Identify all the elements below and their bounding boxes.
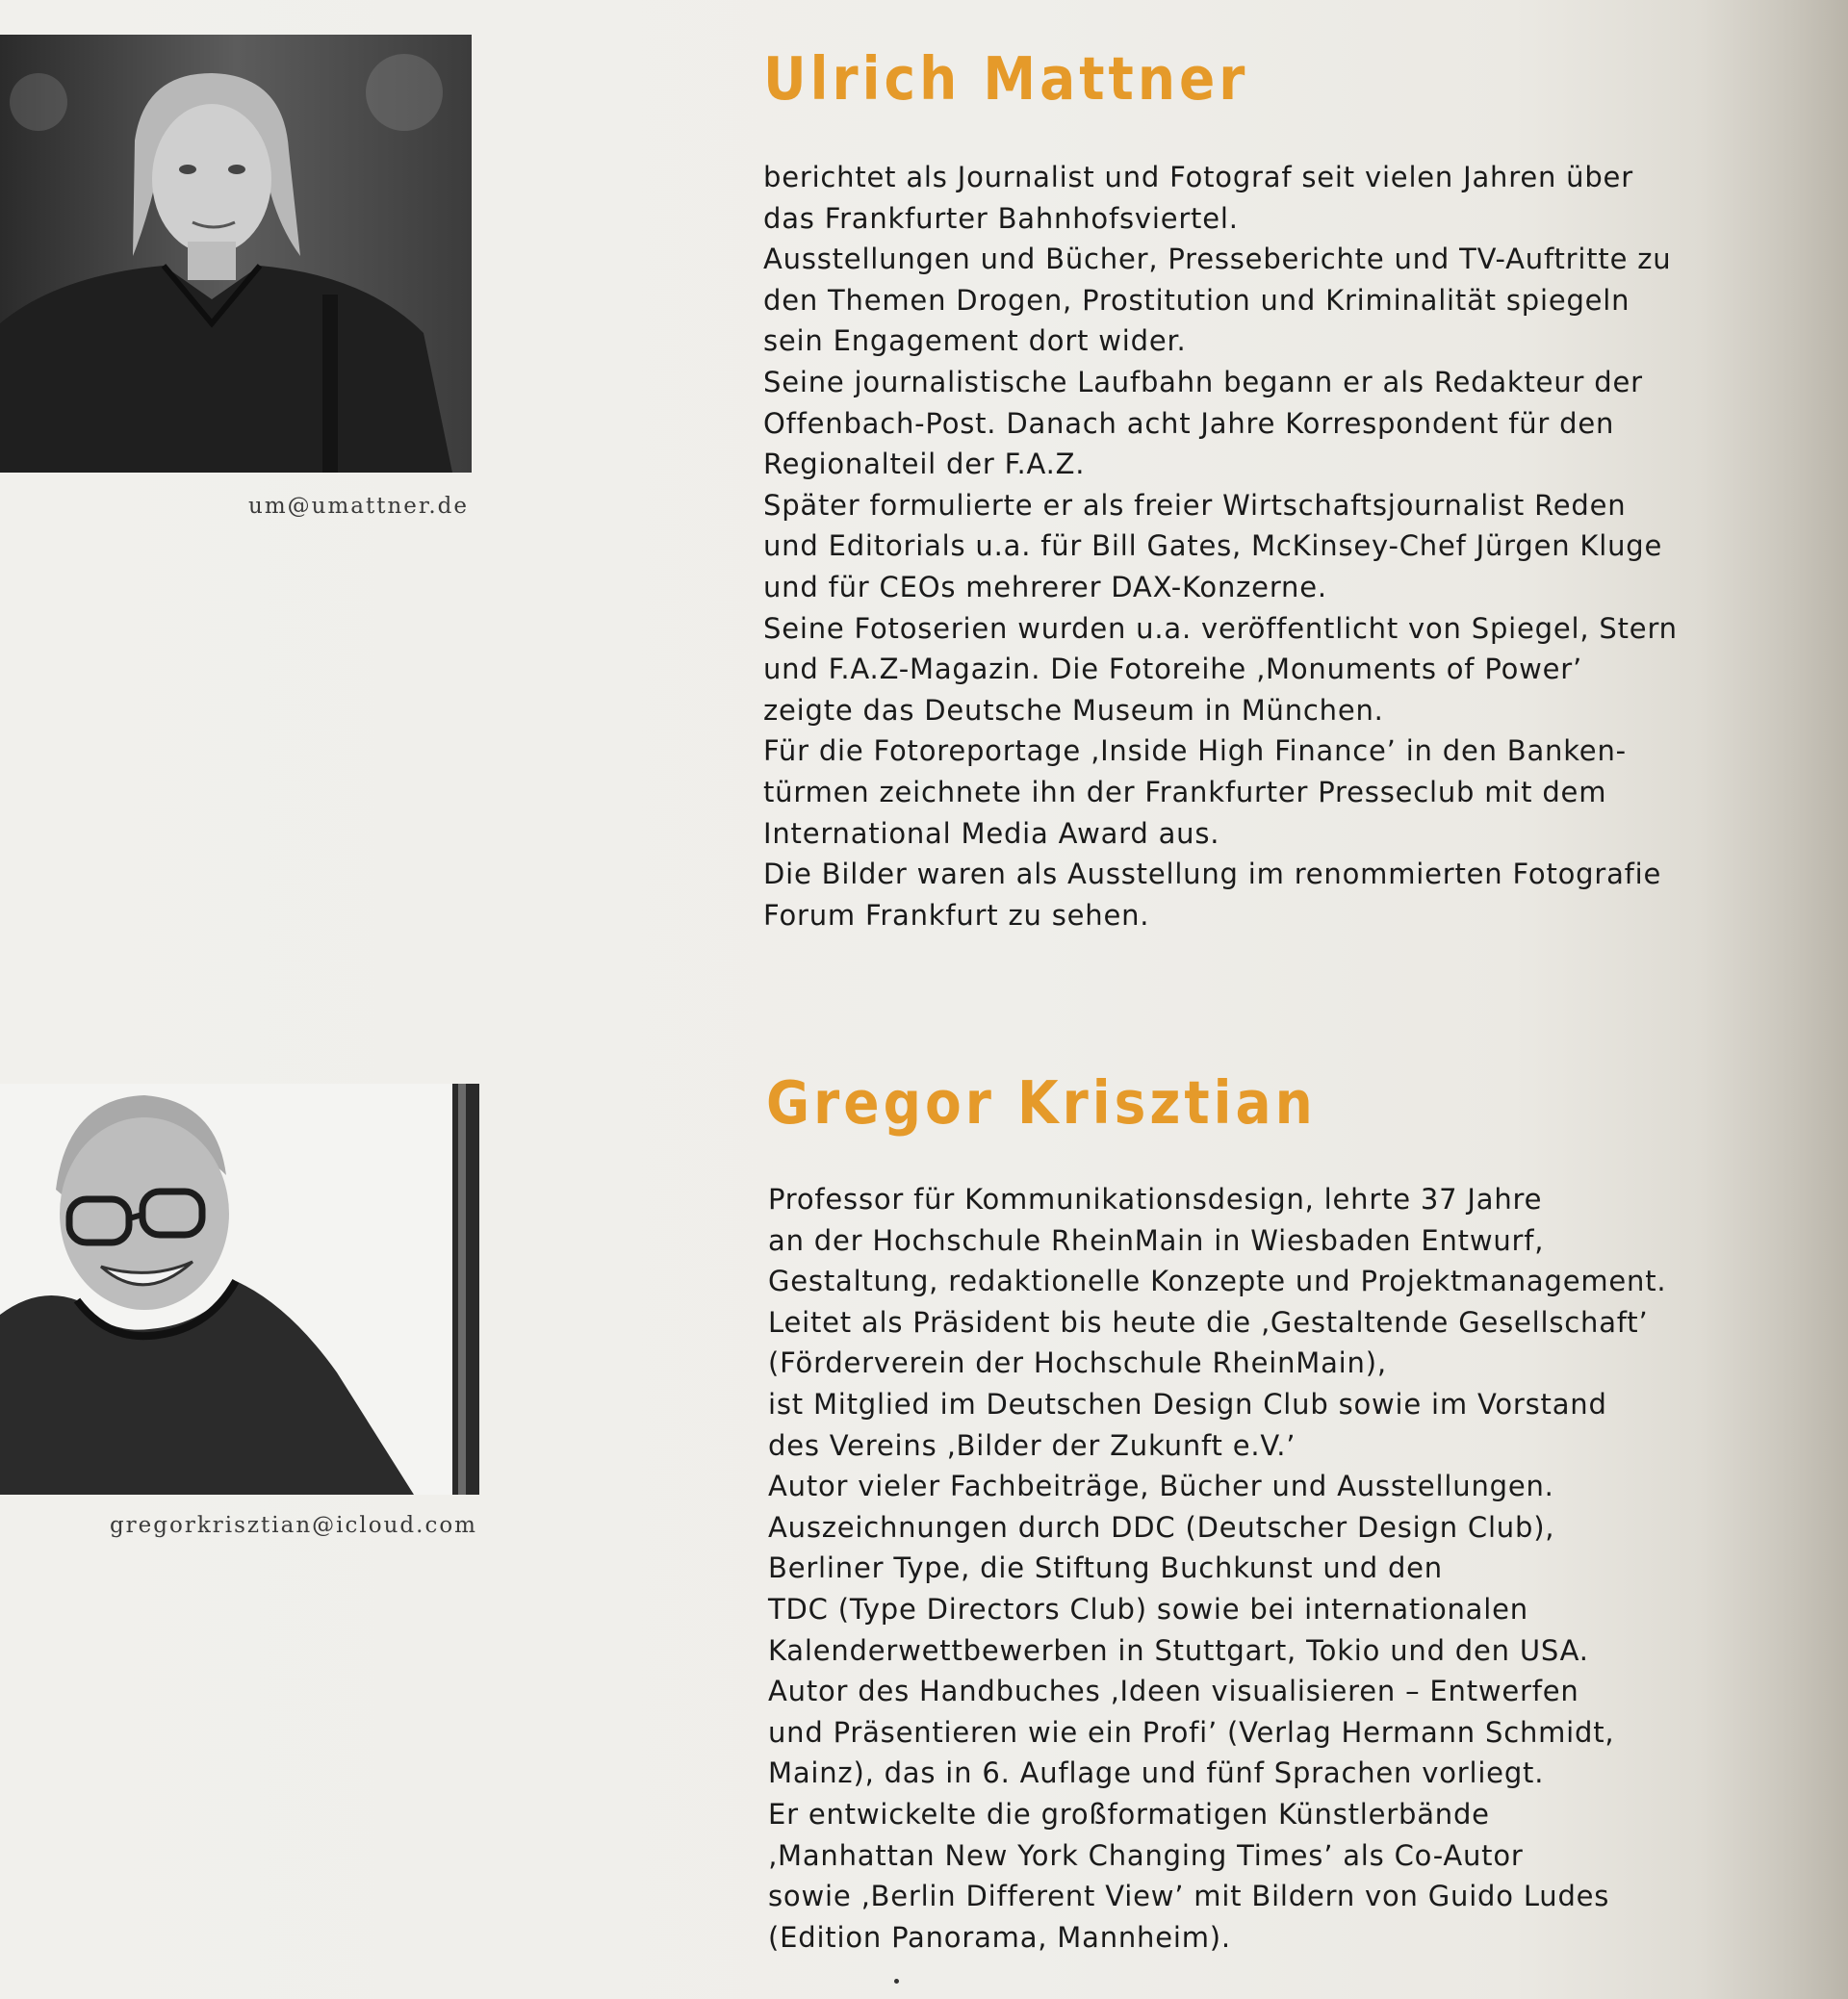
bio-line: und F.A.Z-Magazin. Die Fotoreihe ‚Monuments of Power’ [763,653,1583,686]
bio-line: TDC (Type Directors Club) sowie bei internationalen [768,1592,1528,1626]
bio-line: Für die Fotoreportage ‚Inside High Finance’ in den Banken- [763,734,1627,768]
profile-name: Ulrich Mattner [763,44,1249,114]
bio-line: ist Mitglied im Deutschen Design Club sowie im Vorstand [768,1387,1607,1421]
bio-line: Autor vieler Fachbeiträge, Bücher und Ausstellungen. [768,1470,1554,1503]
page-speck [894,1979,899,1984]
bio-line: das Frankfurter Bahnhofsviertel. [763,201,1239,235]
bio-line: Die Bilder waren als Ausstellung im renommierten Fotografie [763,858,1662,891]
bio-line: Regionalteil der F.A.Z. [763,448,1086,481]
bio-line: Seine Fotoserien wurden u.a. veröffentlicht von Spiegel, Stern [763,611,1678,645]
bio-line: Berliner Type, die Stiftung Buchkunst und den [768,1551,1443,1585]
portrait-photo-gregor-krisztian [0,1084,479,1495]
bio-line: Seine journalistische Laufbahn begann er als Redakteur der [763,365,1643,398]
bio-line: und Präsentieren wie ein Profi’ (Verlag Hermann Schmidt, [768,1715,1615,1749]
bio-line: (Edition Panorama, Mannheim). [768,1920,1231,1954]
bio-line: Auszeichnungen durch DDC (Deutscher Design Club), [768,1510,1555,1544]
bio-line: International Media Award aus. [763,816,1220,850]
bio-line: Ausstellungen und Bücher, Presseberichte und TV-Auftritte zu [763,243,1672,276]
bio-line: und Editorials u.a. für Bill Gates, McKinsey-Chef Jürgen Kluge [763,529,1663,563]
bio-line: sowie ‚Berlin Different View’ mit Bildern von Guido Ludes [768,1880,1610,1913]
bio-line: (Förderverein der Hochschule RheinMain), [768,1346,1387,1380]
bio-line: sein Engagement dort wider. [763,324,1187,358]
bio-line: Forum Frankfurt zu sehen. [763,898,1150,932]
contact-email[interactable]: um@umattner.de [248,494,469,519]
bio-line: und für CEOs mehrerer DAX-Konzerne. [763,570,1327,603]
bio-line: Gestaltung, redaktionelle Konzepte und Projektmanagement. [768,1265,1667,1298]
bio-line: Offenbach-Post. Danach acht Jahre Korrespondent für den [763,406,1615,440]
bio-line: Leitet als Präsident bis heute die ‚Gestaltende Gesellschaft’ [768,1305,1649,1339]
bio-line: des Vereins ‚Bilder der Zukunft e.V.’ [768,1428,1296,1462]
bio-line: Professor für Kommunikationsdesign, lehrte 37 Jahre [768,1183,1543,1216]
bio-line: den Themen Drogen, Prostitution und Kriminalität spiegeln [763,283,1630,317]
bio-line: zeigte das Deutsche Museum in München. [763,693,1384,727]
bio-line: an der Hochschule RheinMain in Wiesbaden Entwurf, [768,1223,1545,1257]
bio-line: ‚Manhattan New York Changing Times’ als Co-Autor [768,1838,1524,1872]
contact-email[interactable]: gregorkrisztian@icloud.com [109,1513,477,1538]
bio-line: türmen zeichnete ihn der Frankfurter Presseclub mit dem [763,775,1607,808]
profile-name: Gregor Krisztian [766,1068,1317,1138]
bio-line: Mainz), das in 6. Auflage und fünf Sprachen vorliegt. [768,1756,1545,1790]
profile-biography [763,157,1678,935]
bio-line: Autor des Handbuches ‚Ideen visualisieren – Entwerfen [768,1675,1579,1708]
bio-line: berichtet als Journalist und Fotograf seit vielen Jahren über [763,161,1633,193]
bio-line: Er entwickelte die großformatigen Künstlerbände [768,1797,1490,1831]
bio-line: Später formulierte er als freier Wirtschaftsjournalist Reden [763,488,1627,522]
portrait-photo-ulrich-mattner [0,35,472,473]
bio-line: Kalenderwettbewerben in Stuttgart, Tokio und den USA. [768,1633,1589,1667]
profile-biography [768,1179,1666,1958]
